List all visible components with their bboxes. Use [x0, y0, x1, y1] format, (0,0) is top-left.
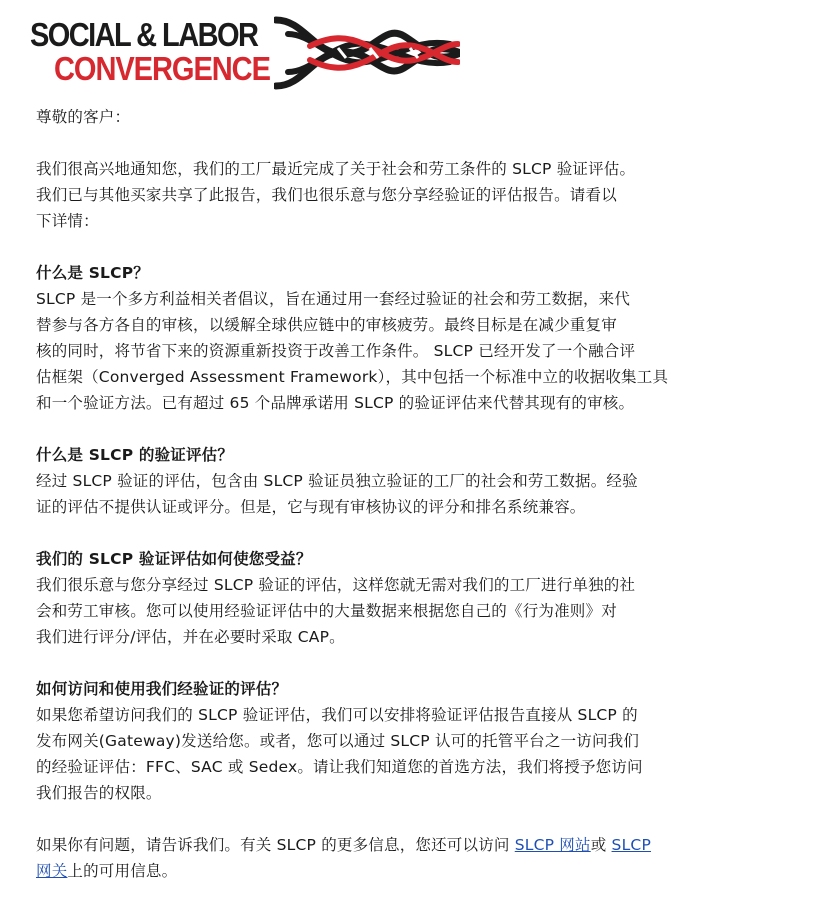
section4-line: 如果您希望访问我们的 SLCP 验证评估，我们可以安排将验证评估报告直接从 SLCP 的 [36, 706, 638, 724]
section2-line: 证的评估不提供认证或评分。但是，它与现有审核协议的评分和排名系统兼容。 [36, 498, 586, 516]
slcp-logo [30, 14, 460, 90]
section1-line: SLCP 是一个多方利益相关者倡议，旨在通过用一套经过验证的社会和劳工数据，来代 [36, 290, 631, 308]
section-heading-what-is-slcp: 什么是 SLCP？ [36, 264, 149, 282]
logo-text-social-labor: SOCIAL & LABOR [30, 16, 258, 53]
slcp-website-link[interactable]: SLCP 网站 [514, 836, 591, 854]
slcp-gateway-link-part2[interactable]: 网关 [36, 862, 68, 880]
section-heading-benefits: 我们的 SLCP 验证评估如何使您受益？ [36, 550, 312, 568]
section4-line: 的经验证评估：FFC、SAC 或 Sedex。请让我们知道您的首选方法，我们将授予您访问 [36, 758, 643, 776]
section1-line: 核的同时，将节省下来的资源重新投资于改善工作条件。 SLCP 已经开发了一个融合评 [36, 342, 636, 360]
section3-line: 我们很乐意与您分享经过 SLCP 验证的评估，这样您就无需对我们的工厂进行单独的社 [36, 576, 636, 594]
closing-text-mid: 或 [590, 836, 612, 854]
slcp-gateway-link-part1[interactable]: SLCP [611, 836, 651, 854]
section3-line: 我们进行评分/评估，并在必要时采取 CAP。 [36, 628, 345, 646]
section-heading-verified-assessment: 什么是 SLCP 的验证评估？ [36, 446, 234, 464]
closing-line-1 [36, 832, 806, 858]
section2-line: 经过 SLCP 验证的评估，包含由 SLCP 验证员独立验证的工厂的社会和劳工数据。经验 [36, 472, 638, 490]
braided-rope-icon [274, 14, 460, 90]
closing-text-suffix: 上的可用信息。 [67, 862, 178, 880]
intro-line-3: 下详情： [36, 212, 99, 230]
section1-line: 估框架（Converged Assessment Framework），其中包括一个标准中立的收据收集工具 [36, 368, 669, 386]
closing-text-prefix: 如果你有问题，请告诉我们。有关 SLCP 的更多信息，您还可以访问 [36, 836, 515, 854]
closing-line-2 [36, 858, 806, 884]
section1-line: 替参与各方各自的审核，以缓解全球供应链中的审核疲劳。最终目标是在减少重复审 [36, 316, 617, 334]
section4-line: 发布网关(Gateway)发送给您。或者，您可以通过 SLCP 认可的托管平台之一访问我们 [36, 732, 640, 750]
intro-line-2: 我们已与其他买家共享了此报告，我们也很乐意与您分享经验证的评估报告。请看以 [36, 186, 617, 204]
section-heading-access: 如何访问和使用我们经验证的评估？ [36, 680, 288, 698]
section4-line: 我们报告的权限。 [36, 784, 162, 802]
intro-line-1: 我们很高兴地通知您，我们的工厂最近完成了关于社会和劳工条件的 SLCP 验证评估。 [36, 160, 636, 178]
greeting: 尊敬的客户： [36, 108, 131, 126]
logo-text-convergence: CONVERGENCE [54, 50, 270, 87]
section3-line: 会和劳工审核。您可以使用经验证评估中的大量数据来根据您自己的《行为准则》对 [36, 602, 617, 620]
section1-line: 和一个验证方法。已有超过 65 个品牌承诺用 SLCP 的验证评估来代替其现有的审核。 [36, 394, 635, 412]
letter-body [36, 104, 806, 884]
